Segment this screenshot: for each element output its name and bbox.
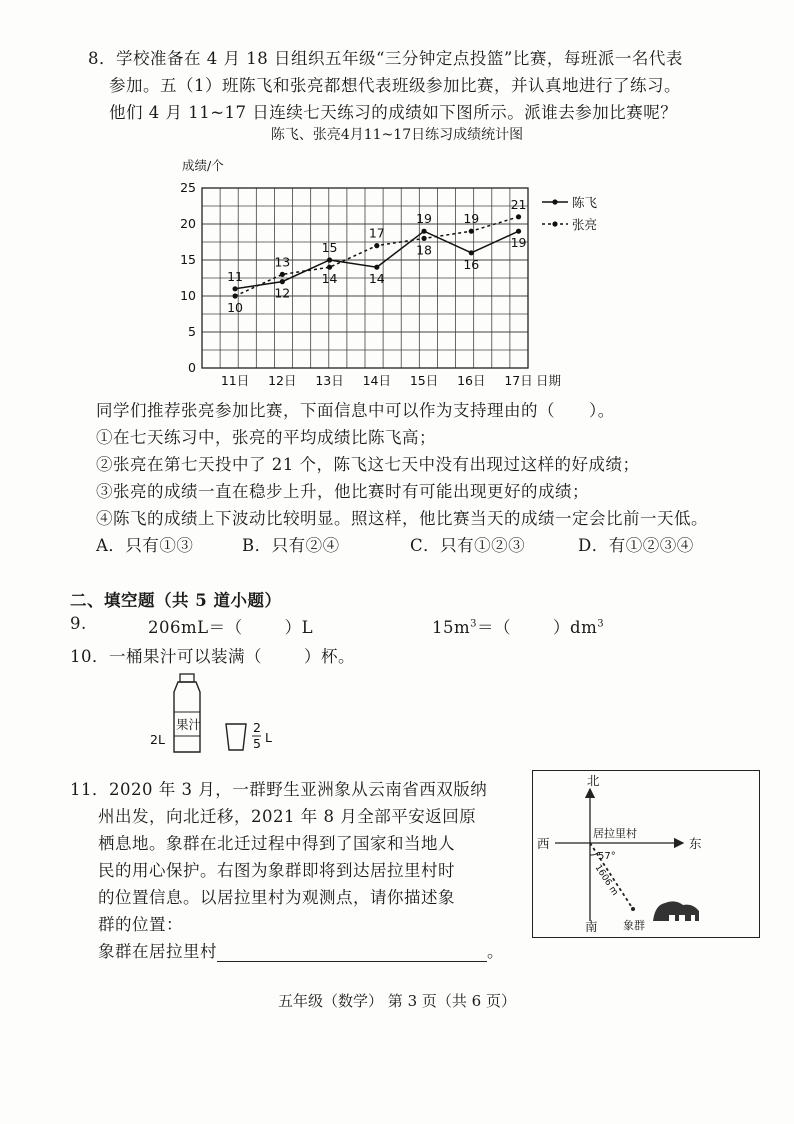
data-point bbox=[421, 229, 426, 234]
q11-answer-suffix: 。 bbox=[487, 942, 504, 961]
q9-part2 bbox=[432, 614, 604, 638]
data-point bbox=[232, 293, 237, 298]
map-center-label: 居拉里村 bbox=[593, 827, 637, 840]
map-north-label: 北 bbox=[587, 773, 600, 788]
option-c[interactable]: C．只有①②③ bbox=[410, 536, 526, 555]
q9-part2-exponent: 3 bbox=[470, 618, 478, 630]
q10-left: 10．一桶果汁可以装满（ bbox=[70, 647, 262, 666]
data-point bbox=[516, 229, 521, 234]
q9-part1-right: ）L bbox=[284, 618, 314, 637]
q10-right: ）杯。 bbox=[304, 647, 355, 666]
bottle-volume: 2L bbox=[150, 732, 165, 747]
cup-numerator: 2 bbox=[253, 720, 261, 735]
elephant-icon bbox=[653, 901, 699, 921]
bottle-and-cup-illustration bbox=[150, 672, 290, 756]
q11-answer-blank[interactable] bbox=[217, 943, 487, 962]
data-label: 13 bbox=[274, 254, 291, 270]
data-label: 14 bbox=[321, 271, 338, 287]
option-b[interactable]: B．只有②④ bbox=[242, 536, 340, 555]
map-drawing bbox=[533, 771, 759, 937]
y-tick-label: 10 bbox=[180, 288, 196, 303]
legend-marker bbox=[552, 221, 557, 226]
data-point bbox=[280, 279, 285, 284]
chart-title: 陈飞、张亮4月11~17日练习成绩统计图 bbox=[270, 127, 524, 143]
data-label: 19 bbox=[510, 235, 527, 251]
q8-stem-line3: 他们 4 月 11~17 日连续七天练习的成绩如下图所示。派谁去参加比赛呢？ bbox=[109, 103, 678, 122]
q9-part2-right: ）dm bbox=[553, 618, 598, 637]
direction-map bbox=[532, 770, 760, 938]
map-distance-label: 1606 m bbox=[592, 863, 620, 898]
cup-unit: L bbox=[265, 730, 272, 745]
legend-marker bbox=[552, 199, 557, 204]
data-point bbox=[374, 243, 379, 248]
q11-answer-line bbox=[98, 938, 504, 962]
y-tick-label: 5 bbox=[188, 324, 196, 339]
q9-part2-left: 15m bbox=[432, 618, 471, 637]
y-axis-label: 成绩/个 bbox=[182, 158, 224, 173]
y-tick-label: 15 bbox=[180, 252, 196, 267]
q11-line6: 群的位置： bbox=[98, 915, 183, 934]
data-label: 12 bbox=[274, 285, 291, 301]
section-heading: 二、填空题（共 5 道小题） bbox=[70, 591, 282, 610]
q9-part1 bbox=[148, 614, 313, 638]
q8-prompt: 同学们推荐张亮参加比赛，下面信息中可以作为支持理由的（ ）。 bbox=[96, 401, 615, 420]
data-point bbox=[469, 229, 474, 234]
q11-line5: 的位置信息。以居拉里村为观测点，请你描述象 bbox=[98, 888, 455, 907]
q11-line1: 11．2020 年 3 月，一群野生亚洲象从云南省西双版纳 bbox=[70, 780, 488, 799]
data-point bbox=[280, 272, 285, 277]
data-label: 19 bbox=[463, 211, 480, 227]
x-tick-label: 13日 bbox=[315, 373, 344, 388]
cup-icon bbox=[226, 724, 246, 750]
data-label: 16 bbox=[463, 256, 480, 272]
line-chart bbox=[160, 150, 630, 390]
legend-label: 陈飞 bbox=[572, 195, 598, 210]
data-label: 15 bbox=[321, 240, 338, 255]
q11-answer-prefix: 象群在居拉里村 bbox=[98, 942, 217, 961]
q8-stem-line2: 参加。五（1）班陈飞和张亮都想代表班级参加比赛，并认真地进行了练习。 bbox=[109, 76, 681, 95]
x-axis-label: 日期 bbox=[536, 373, 562, 388]
bottle-label: 果汁 bbox=[176, 717, 202, 732]
x-tick-label: 11日 bbox=[220, 373, 250, 388]
q8-statement-1: ①在七天练习中，张亮的平均成绩比陈飞高； bbox=[96, 428, 436, 447]
data-point bbox=[327, 257, 332, 262]
q11-line4: 民的用心保护。右图为象群即将到达居拉里村时 bbox=[98, 861, 455, 880]
y-tick-label: 25 bbox=[180, 180, 196, 195]
map-west-label: 西 bbox=[537, 836, 550, 851]
page-footer: 五年级（数学） 第 3 页（共 6 页） bbox=[278, 992, 516, 1010]
q10-stem bbox=[70, 643, 355, 667]
q9-part2-exponent2: 3 bbox=[597, 618, 605, 630]
q9-number: 9. bbox=[70, 614, 87, 633]
data-label: 21 bbox=[510, 196, 527, 212]
data-point bbox=[327, 265, 332, 270]
q11-line2: 州出发，向北迁移，2021 年 8 月全部平安返回原 bbox=[98, 807, 477, 826]
option-d[interactable]: D．有①②③④ bbox=[578, 536, 694, 555]
q11-line3: 栖息地。象群在北迁过程中得到了国家和当地人 bbox=[98, 834, 455, 853]
data-label: 11 bbox=[227, 268, 244, 284]
q9-part2-mid: ＝（ bbox=[477, 618, 512, 637]
q8-statement-3: ③张亮的成绩一直在稳步上升，他比赛时有可能出现更好的成绩； bbox=[96, 482, 589, 501]
data-label: 14 bbox=[368, 271, 385, 287]
map-south-label: 南 bbox=[585, 919, 598, 934]
x-tick-label: 12日 bbox=[268, 373, 297, 388]
cup-denominator: 5 bbox=[253, 736, 261, 751]
q9-part1-left: 206mL＝（ bbox=[148, 618, 243, 637]
data-label: 17 bbox=[368, 225, 385, 241]
x-tick-label: 17日 bbox=[504, 373, 533, 388]
data-point bbox=[469, 250, 474, 255]
data-point bbox=[516, 214, 521, 219]
data-point bbox=[374, 265, 379, 270]
data-label: 18 bbox=[416, 242, 433, 258]
y-tick-label: 0 bbox=[188, 360, 196, 375]
q8-statement-4: ④陈飞的成绩上下波动比较明显。照这样，他比赛当天的成绩一定会比前一天低。 bbox=[96, 509, 708, 528]
data-point bbox=[421, 236, 426, 241]
map-angle-label: 57° bbox=[598, 851, 616, 862]
bottle-icon bbox=[174, 674, 200, 752]
data-point bbox=[232, 286, 237, 291]
x-tick-label: 16日 bbox=[457, 373, 486, 388]
q8-statement-2: ②张亮在第七天投中了 21 个，陈飞这七天中没有出现过这样的好成绩； bbox=[96, 455, 640, 474]
option-a[interactable]: A．只有①③ bbox=[96, 536, 194, 555]
x-tick-label: 15日 bbox=[409, 373, 439, 388]
data-label: 19 bbox=[416, 211, 433, 227]
data-label: 10 bbox=[227, 300, 244, 315]
x-tick-label: 14日 bbox=[362, 373, 392, 388]
map-east-label: 东 bbox=[689, 836, 702, 851]
y-tick-label: 20 bbox=[180, 216, 196, 231]
map-target-label: 象群 bbox=[623, 919, 645, 932]
legend-label: 张亮 bbox=[572, 217, 598, 232]
q8-stem-line1: 8．学校准备在 4 月 18 日组织五年级“三分钟定点投篮”比赛，每班派一名代表 bbox=[88, 49, 683, 68]
